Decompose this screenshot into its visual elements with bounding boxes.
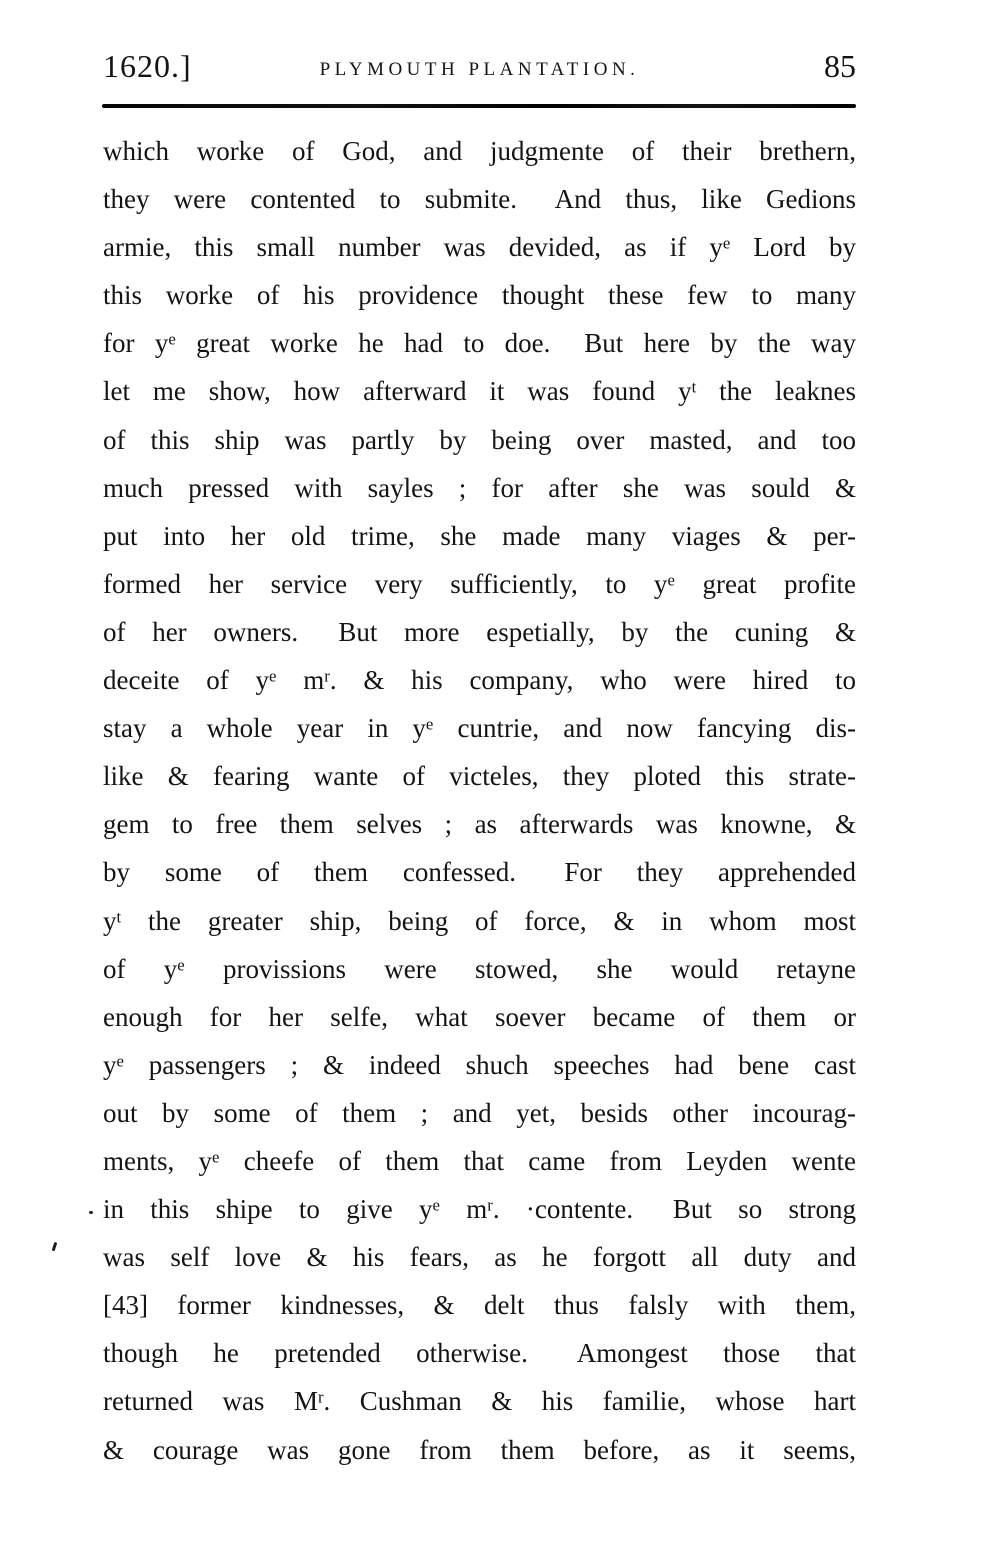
text-line: of $y^e$ provissions were stowed, she would retayne [103, 953, 856, 984]
text-line: much pressed with sayles ; for after she was sould & [103, 472, 856, 503]
text-line: [43] former kindnesses, & delt thus falsly with them, [103, 1290, 856, 1321]
text-line: ments, $y^e$ cheefe of them that came from Leyden wente [103, 1145, 856, 1176]
text-line: let me show, how afterward it was found $y^t$ the leaknes [103, 376, 856, 407]
text-line: like & fearing wante of victeles, they ploted this strate- [103, 761, 856, 792]
text-line: by some of them confessed. For they apprehended [103, 857, 856, 888]
text-line: deceite of $y^e$ $m^r$. & his company, who were hired to [103, 665, 856, 696]
text-line: stay a whole year in $y^e$ cuntrie, and now fancying dis- [103, 713, 857, 744]
header-page-number: 85 [824, 48, 857, 84]
text-line: was self love & his fears, as he forgott all duty and [103, 1242, 856, 1273]
header-rule [102, 104, 856, 108]
text-line: $y^e$ passengers ; & indeed shuch speeches had bene cast [103, 1049, 856, 1080]
text-line: out by some of them ; and yet, besids other incourag- [103, 1097, 856, 1128]
text-line: this worke of his providence thought these few to many [103, 280, 856, 311]
text-line: in this shipe to give $y^e$ $m^r$. ·contente. But so strong [103, 1194, 856, 1225]
text-line: of her owners. But more espetially, by the cuning & [103, 616, 856, 647]
text-line: gem to free them selves ; as afterwards was knowne, & [103, 809, 856, 840]
text-line: & courage was gone from them before, as it seems, [103, 1434, 856, 1465]
text-line: formed her service very sufficiently, to $y^e$ great profite [103, 568, 856, 599]
text-line: armie, this small number was devided, as if $y^e$ Lord by [103, 232, 857, 263]
text-line: for $y^e$ great worke he had to doe. But here by the way [103, 328, 857, 359]
body-text [103, 127, 856, 1474]
page-header [103, 48, 856, 88]
text-line: they were contented to submite. And thus, like Gedions [103, 184, 856, 215]
text-line: returned was $M^r$. Cushman & his familie, whose hart [103, 1386, 856, 1417]
header-year: 1620.] [103, 48, 192, 84]
text-line: put into her old trime, she made many viages & per- [103, 520, 856, 551]
text-line: enough for her selfe, what soever became of them or [103, 1001, 856, 1032]
ink-speck-dot [89, 1211, 93, 1214]
text-line: of this ship was partly by being over masted, and too [103, 424, 856, 455]
header-title: PLYMOUTH PLANTATION. [319, 59, 640, 80]
text-line: though he pretended otherwise. Amongest those that [103, 1338, 856, 1369]
ink-speck-tick [52, 1242, 58, 1251]
text-line: $y^t$ the greater ship, being of force, & in whom most [103, 905, 856, 936]
text-line: which worke of God, and judgmente of their brethern, [103, 136, 856, 166]
